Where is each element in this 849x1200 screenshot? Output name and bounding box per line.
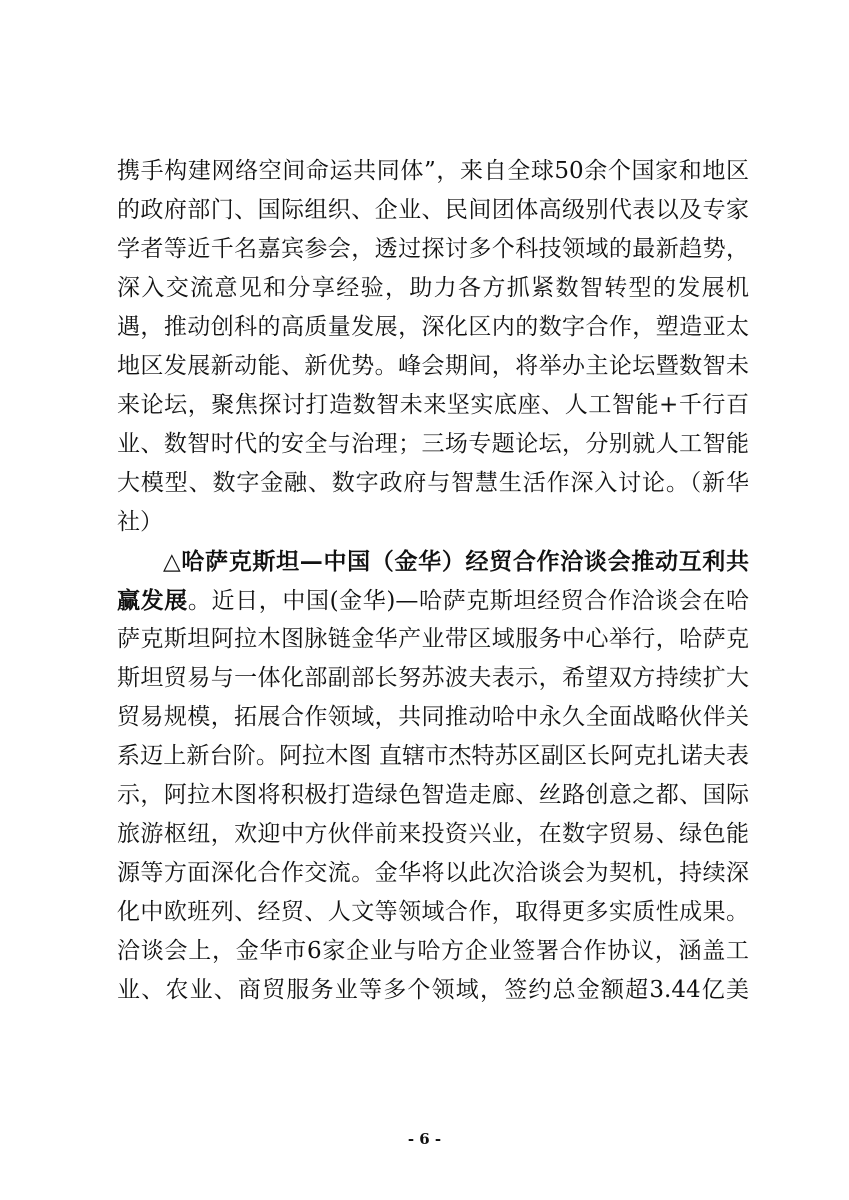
text-line: 萨克斯坦阿拉木图脉链金华产业带区域服务中心举行，哈萨克 <box>117 626 749 652</box>
text-line: 携手构建网络空间命运共同体”，来自全球50余个国家和地区 <box>117 158 749 184</box>
text-line: 学者等近千名嘉宾参会，透过探讨多个科技领域的最新趋势， <box>117 236 749 262</box>
text-line: 旅游枢纽，欢迎中方伙伴前来投资兴业，在数字贸易、绿色能 <box>117 821 749 847</box>
text-line: 的政府部门、国际组织、企业、民间团体高级别代表以及专家 <box>117 197 749 223</box>
text-line-rest: 。近日，中国(金华)—哈萨克斯坦经贸合作洽谈会在哈 <box>187 588 750 614</box>
paragraph-kazakhstan-fair <box>117 542 749 1010</box>
body-text <box>117 152 749 1010</box>
text-line: 斯坦贸易与一体化部副部长努苏波夫表示，希望双方持续扩大 <box>117 665 749 691</box>
text-line: 业、数智时代的安全与治理；三场专题论坛，分别就人工智能 <box>117 431 749 457</box>
text-line: 贸易规模，拓展合作领域，共同推动哈中永久全面战略伙伴关 <box>117 704 749 730</box>
text-line: 洽谈会上，金华市6家企业与哈方企业签署合作协议，涵盖工 <box>117 938 749 964</box>
text-line: 来论坛，聚焦探讨打造数智未来坚实底座、人工智能+千行百 <box>117 392 749 418</box>
text-line: 地区发展新动能、新优势。峰会期间，将举办主论坛暨数智未 <box>117 353 749 379</box>
news-heading: △哈萨克斯坦—中国（金华）经贸合作洽谈会推动互利共 <box>163 548 749 575</box>
text-line: 业、农业、商贸服务业等多个领域，签约总金额超3.44亿美 <box>117 977 749 1003</box>
text-line <box>117 581 749 620</box>
text-line: 系迈上新台阶。阿拉木图 直辖市杰特苏区副区长阿克扎诺夫表 <box>117 743 749 769</box>
text-line: 示，阿拉木图将积极打造绿色智造走廊、丝路创意之都、国际 <box>117 782 749 808</box>
page-number: - 6 - <box>407 1130 442 1148</box>
text-line: 化中欧班列、经贸、人文等领域合作，取得更多实质性成果。 <box>117 899 749 925</box>
text-line: 遇，推动创科的高质量发展，深化区内的数字合作，塑造亚太 <box>117 314 749 340</box>
text-line: 社） <box>117 509 163 535</box>
text-line: 大模型、数字金融、数字政府与智慧生活作深入讨论。（新华 <box>117 470 749 496</box>
text-line: 源等方面深化合作交流。金华将以此次洽谈会为契机，持续深 <box>117 860 749 886</box>
text-line: 深入交流意见和分享经验，助力各方抓紧数智转型的发展机 <box>117 275 749 301</box>
news-heading-end: 赢发展 <box>117 587 188 614</box>
paragraph-summit <box>117 152 749 542</box>
